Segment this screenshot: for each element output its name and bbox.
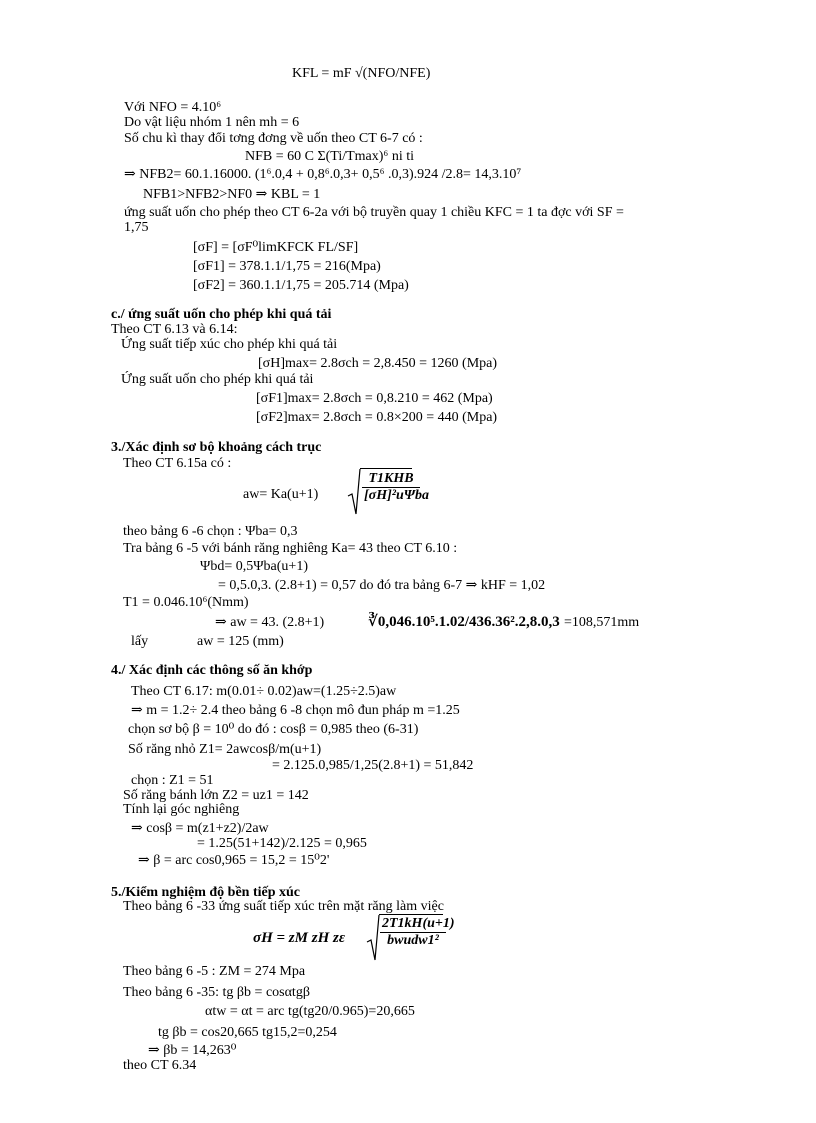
text-line: Do vật liệu nhóm 1 nên mh = 6	[124, 115, 300, 130]
sqrt-symbol	[347, 468, 361, 516]
fraction-denominator: bwudw1²	[387, 933, 439, 948]
section-heading: 3./Xác định sơ bộ khoảng cách trục	[111, 440, 322, 455]
text-line: Theo CT 6.15a có :	[123, 456, 232, 471]
formula-line: αtw = αt = arc tg(tg20/0.965)=20,665	[205, 1004, 415, 1019]
sqrt-symbol	[366, 914, 380, 962]
text-line: lấy	[131, 634, 149, 649]
text-line: theo CT 6.34	[123, 1058, 197, 1073]
text-line: Số răng nhỏ Z1= 2awcosβ/m(u+1)	[128, 742, 322, 757]
text-line: 1,75	[124, 220, 149, 235]
section-heading: 5./Kiểm nghiệm độ bền tiếp xúc	[111, 885, 301, 900]
text-line: ⇒ NFB2= 60.1.16000. (1⁶.0,4 + 0,8⁶.0,3+ 0,5⁶ .0,3).924 /2.8= 14,3.10⁷	[124, 167, 522, 182]
text-line: Ứng suất tiếp xúc cho phép khi quá tải	[121, 337, 338, 352]
text-line: ứng suất uốn cho phép theo CT 6-2a với bộ truyền quay 1 chiều KFC = 1 ta đợc với SF =	[124, 205, 624, 220]
text-line: Ứng suất uốn cho phép khi quá tải	[121, 372, 314, 387]
text-line: Theo bảng 6 -35: tg βb = cosαtgβ	[123, 985, 310, 1000]
formula-line: = 0,5.0,3. (2.8+1) = 0,57 do đó tra bảng 6-7 ⇒ kHF = 1,02	[218, 578, 546, 593]
formula-line: ⇒ aw = 43. (2.8+1)	[215, 615, 325, 630]
text-line: chọn sơ bộ β = 10⁰ do đó : cosβ = 0,985 theo (6-31)	[128, 722, 419, 737]
formula-line: [σF2] = 360.1.1/1,75 = 205.714 (Mpa)	[193, 278, 409, 293]
text-line: Với NFO = 4.10⁶	[124, 100, 222, 115]
formula-nfb: NFB = 60 C Σ(Ti/Tmax)⁶ ni ti	[245, 149, 414, 164]
formula-line: = 1.25(51+142)/2.125 = 0,965	[197, 836, 367, 851]
text-line: Số chu kì thay đổi tơng đơng về uốn theo CT 6-7 có :	[124, 131, 423, 146]
formula-line: [σH]max= 2.8σch = 2,8.450 = 1260 (Mpa)	[258, 356, 498, 371]
fraction-numerator: T1KHB	[362, 471, 420, 488]
text-line: Theo CT 6.17: m(0.01÷ 0.02)aw=(1.25÷2.5)aw	[131, 684, 397, 699]
text-line: Theo bảng 6 -5 : ZM = 274 Mpa	[123, 964, 306, 979]
text-line: theo bảng 6 -6 chọn : Ψba= 0,3	[123, 524, 298, 539]
text-line: Tra bảng 6 -5 với bánh răng nghiêng Ka= 43 theo CT 6.10 :	[123, 541, 458, 556]
formula-aw: aw= Ka(u+1)	[243, 487, 319, 502]
formula-line: ⇒ βb = 14,263⁰	[148, 1043, 237, 1058]
section-heading: 4./ Xác định các thông số ăn khớp	[111, 663, 313, 678]
formula-line: Ψbd= 0,5Ψba(u+1)	[200, 559, 308, 574]
section-heading: c./ ứng suất uốn cho phép khi quá tải	[111, 307, 332, 322]
fraction-denominator: [σH]²uΨba	[364, 488, 429, 503]
formula-line: [σF2]max= 2.8σch = 0.8×200 = 440 (Mpa)	[256, 410, 498, 425]
text-line: NFB1>NFB2>NF0 ⇒ KBL = 1	[143, 187, 321, 202]
formula-line: ⇒ β = arc cos0,965 = 15,2 = 15⁰2'	[138, 853, 330, 868]
text-line: T1 = 0.046.10⁶(Nmm)	[123, 595, 249, 610]
formula-line: tg βb = cos20,665 tg15,2=0,254	[158, 1025, 337, 1040]
formula-line: = 2.125.0,985/1,25(2.8+1) = 51,842	[272, 758, 474, 773]
text-line: Tính lại góc nghiêng	[123, 802, 240, 817]
formula-line: ∛0,046.10⁵.1.02/436.36².2,8.0,3	[368, 614, 560, 630]
text-line: ⇒ m = 1.2÷ 2.4 theo bảng 6 -8 chọn mô đun pháp m =1.25	[131, 703, 460, 718]
sqrt-bar	[360, 468, 412, 469]
formula-sigma-h: σH = zM zH zε	[253, 930, 345, 946]
formula-line: [σF] = [σF⁰limKFCK FL/SF]	[193, 240, 359, 255]
formula-line: ⇒ cosβ = m(z1+z2)/2aw	[131, 821, 269, 836]
formula-line: =108,571mm	[564, 615, 640, 630]
formula-kfl: KFL = mF √(NFO/NFE)	[292, 66, 431, 81]
text-line: Số răng bánh lớn Z2 = uz1 = 142	[123, 788, 309, 803]
fraction-sigma-h	[380, 916, 455, 949]
text-line: Theo bảng 6 -33 ứng suất tiếp xúc trên mặt răng làm việc	[123, 899, 444, 914]
text-line: Theo CT 6.13 và 6.14:	[111, 322, 238, 337]
fraction-numerator: 2T1kH(u+1)	[382, 916, 455, 931]
formula-line: aw = 125 (mm)	[197, 634, 284, 649]
formula-line: [σF1] = 378.1.1/1,75 = 216(Mpa)	[193, 259, 381, 274]
sqrt-bar	[379, 914, 443, 915]
fraction-aw	[362, 471, 429, 504]
text-line: chọn : Z1 = 51	[131, 773, 214, 788]
formula-line: [σF1]max= 2.8σch = 0,8.210 = 462 (Mpa)	[256, 391, 493, 406]
